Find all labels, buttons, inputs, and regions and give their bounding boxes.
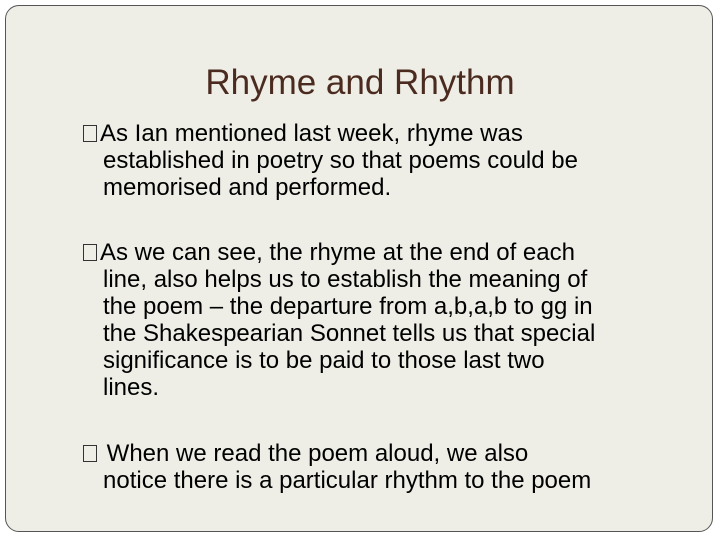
bullet-box-icon <box>83 244 97 261</box>
bullet-text: When we read the poem aloud, we also <box>100 440 529 467</box>
bullet-line: lines. <box>103 374 160 401</box>
bullet-line: notice there is a particular rhythm to the poem <box>103 467 592 494</box>
bullet-point-1 <box>83 120 703 201</box>
bullet-line <box>83 120 703 147</box>
bullet-point-2 <box>83 239 703 401</box>
bullet-text: As we can see, the rhyme at the end of each <box>100 239 575 266</box>
bullet-line: significance is to be paid to those last two <box>103 347 545 374</box>
bullet-point-3 <box>83 440 703 494</box>
slide <box>5 5 713 532</box>
bullet-line: memorised and performed. <box>103 174 392 201</box>
bullet-box-icon <box>83 125 97 142</box>
bullet-box-icon <box>83 445 97 462</box>
bullet-line: the Shakespearian Sonnet tells us that special <box>103 320 596 347</box>
bullet-text: As Ian mentioned last week, rhyme was <box>100 120 523 147</box>
bullet-line <box>83 239 703 266</box>
bullet-line: the poem – the departure from a,b,a,b to gg in <box>103 293 593 320</box>
bullet-line <box>83 440 703 467</box>
bullet-line: line, also helps us to establish the meaning of <box>103 266 588 293</box>
bullet-line: established in poetry so that poems could be <box>103 147 578 174</box>
slide-title: Rhyme and Rhythm <box>205 63 515 102</box>
